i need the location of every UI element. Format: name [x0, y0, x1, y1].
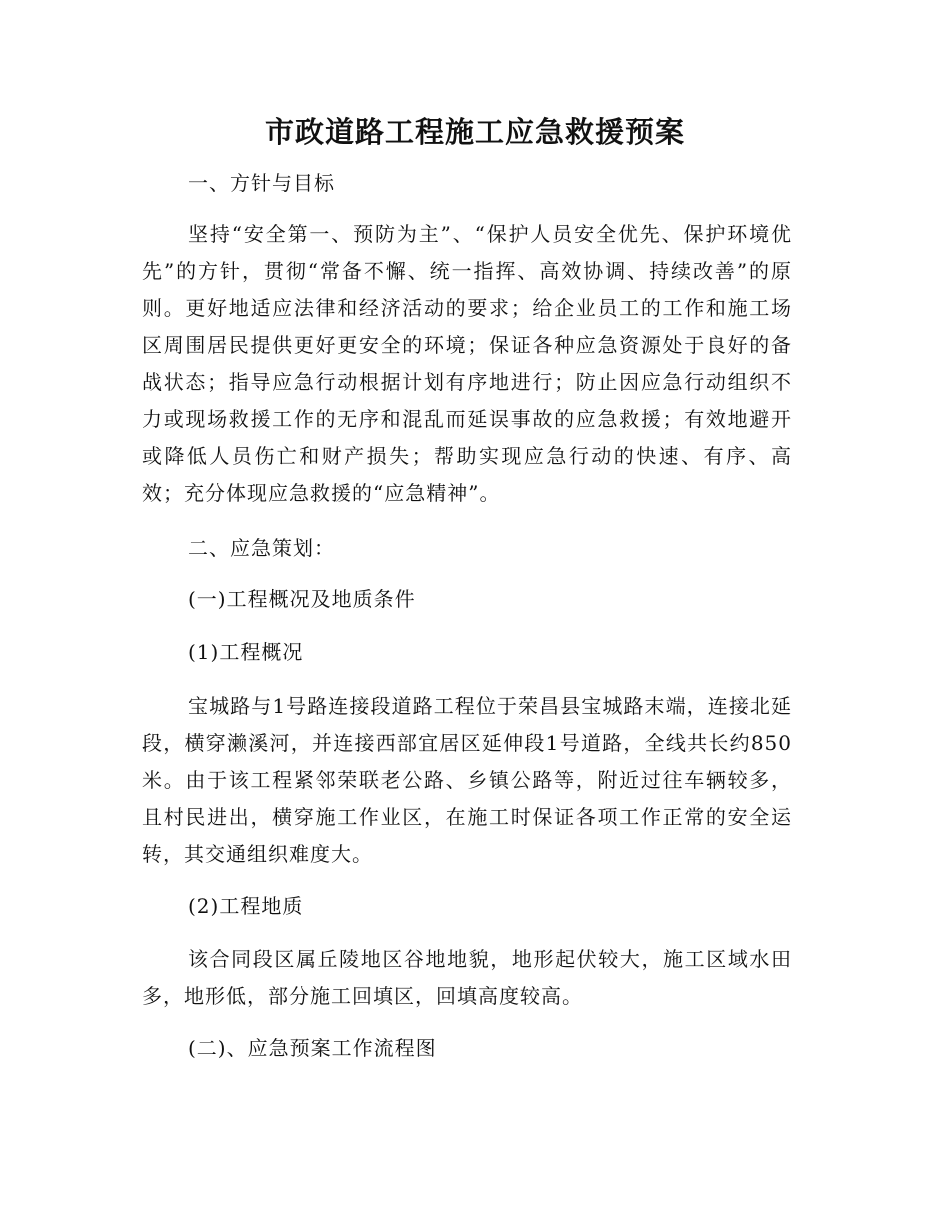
- subheading-emergency-flowchart: (二)、应急预案工作流程图: [188, 1036, 437, 1060]
- subheading-project-overview-geology: (一)工程概况及地质条件: [188, 587, 416, 611]
- paragraph-project-overview: 宝城路与1号路连接段道路工程位于荣昌县宝城路末端，连接北延段，横穿濑溪河，并连接西部宜居区延伸段1号道路，全线共长约850米。由于该工程紧邻荣联老公路、乡镇公路等，附近过往车辆较多，且村民进出，横穿施工作业区，在施工时保证各项工作正常的安全运转，其交通组织难度大。: [142, 694, 792, 866]
- section-heading-policy: 一、方针与目标: [188, 171, 335, 195]
- paragraph-policy: 坚持“安全第一、预防为主”、“保护人员安全优先、保护环境优先”的方针，贯彻“常备不懈、统一指挥、高效协调、持续改善”的原则。更好地适应法律和经济活动的要求；给企业员工的工作和施工场区周围居民提供更好更安全的环境；保证各种应急资源处于良好的备战状态；指导应急行动根据计划有序地进行；防止因应急行动组织不力或现场救援工作的无序和混乱而延误事故的应急救援；有效地避开或降低人员伤亡和财产损失；帮助实现应急行动的快速、有序、高效；充分体现应急救援的“应急精神”。: [142, 222, 792, 505]
- subheading-project-overview: (1)工程概况: [188, 640, 304, 664]
- subheading-project-geology: (2)工程地质: [188, 894, 304, 918]
- paragraph-project-geology: 该合同段区属丘陵地区谷地地貌，地形起伏较大，施工区域水田多，地形低，部分施工回填区，回填高度较高。: [142, 947, 792, 1008]
- section-heading-planning: 二、应急策划：: [188, 536, 335, 560]
- document-title: 市政道路工程施工应急救援预案: [264, 115, 685, 149]
